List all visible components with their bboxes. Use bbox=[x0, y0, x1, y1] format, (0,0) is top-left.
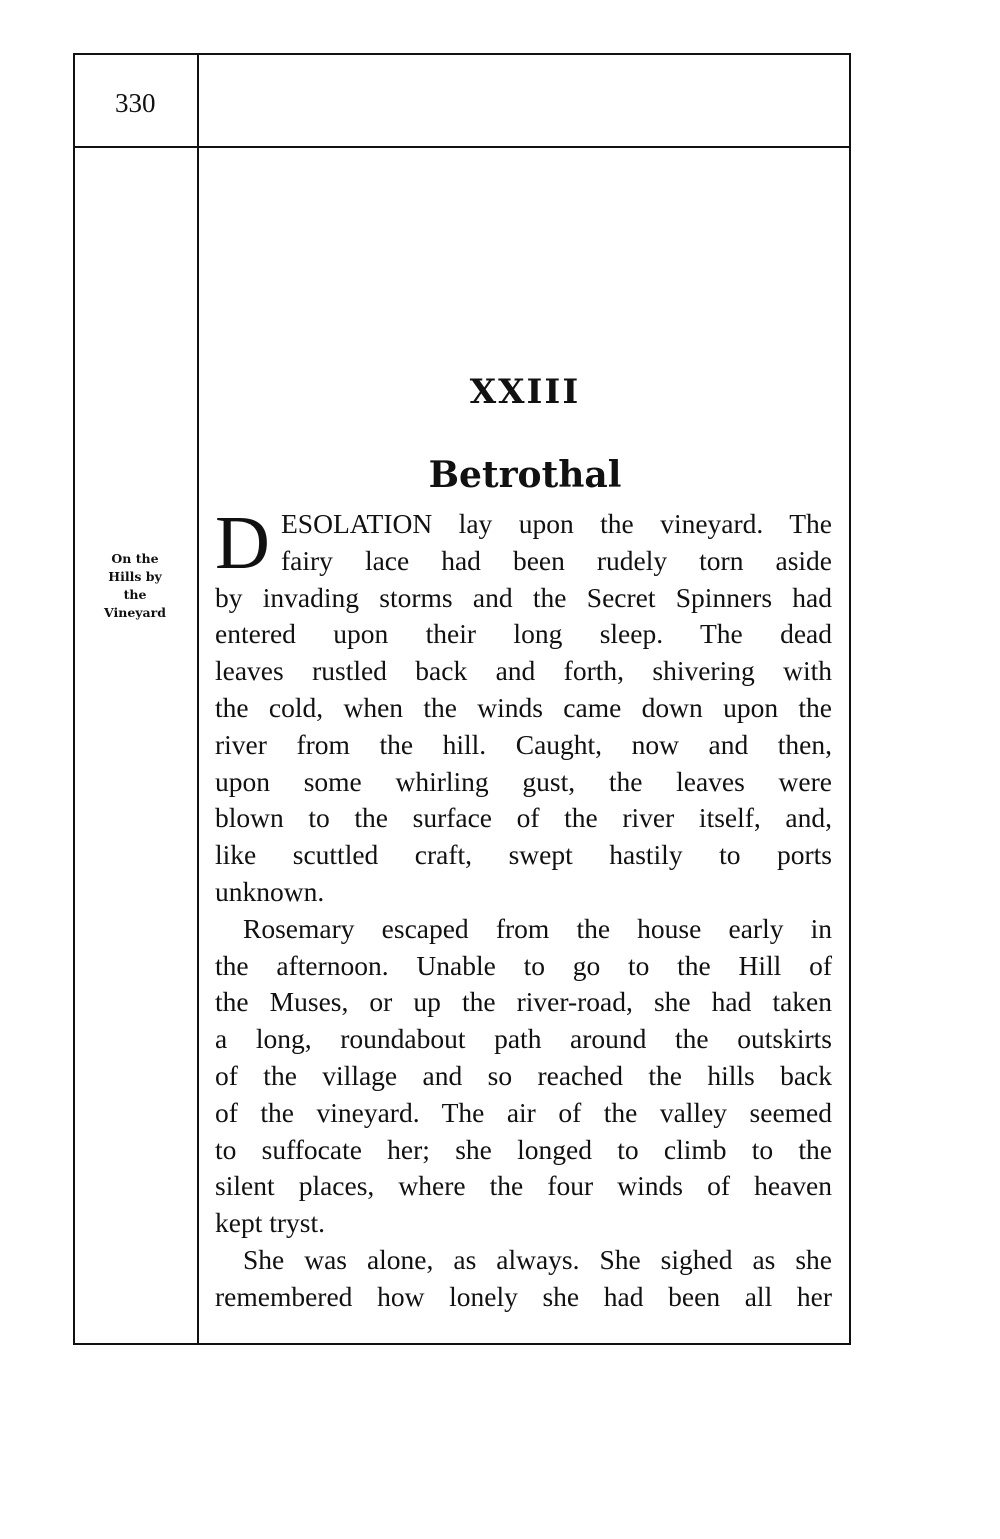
text-line: the cold, when the winds came down upon the bbox=[215, 691, 832, 723]
text-line: fairy lace had been rudely torn aside bbox=[281, 544, 832, 576]
text-line: the Muses, or up the river-road, she had taken bbox=[215, 986, 832, 1018]
chapter-number: XXIII bbox=[469, 372, 581, 412]
side-note-line: On the bbox=[111, 551, 159, 566]
page-number: 330 bbox=[115, 88, 156, 118]
text-line: unknown. bbox=[215, 875, 325, 907]
side-note-line: Vineyard bbox=[104, 605, 166, 620]
text-line: to suffocate her; she longed to climb to the bbox=[215, 1133, 832, 1165]
drop-cap: D bbox=[215, 501, 270, 585]
text-line: the afternoon. Unable to go to the Hill of bbox=[215, 949, 832, 981]
text-line: ESOLATION lay upon the vineyard. The bbox=[281, 508, 832, 539]
text-line: entered upon their long sleep. The dead bbox=[215, 618, 832, 650]
text-line: of the vineyard. The air of the valley seemed bbox=[215, 1096, 832, 1128]
chapter-title: Betrothal bbox=[428, 454, 622, 496]
text-line: a long, roundabout path around the outskirts bbox=[215, 1023, 832, 1055]
text-line: by invading storms and the Secret Spinners had bbox=[215, 581, 832, 613]
text-line: blown to the surface of the river itself, and, bbox=[215, 802, 832, 834]
gutter-divider bbox=[197, 53, 199, 1345]
text-line: silent places, where the four winds of heaven bbox=[215, 1170, 832, 1202]
text-line: upon some whirling gust, the leaves were bbox=[215, 765, 832, 797]
side-note-line: Hills by bbox=[108, 569, 162, 584]
text-line: kept tryst. bbox=[215, 1207, 325, 1239]
text-line: of the village and so reached the hills back bbox=[215, 1059, 832, 1091]
text-line: Rosemary escaped from the house early in bbox=[243, 912, 832, 944]
side-note-line: the bbox=[123, 587, 147, 602]
side-note bbox=[80, 550, 190, 622]
header-rule bbox=[73, 146, 851, 148]
text-line: She was alone, as always. She sighed as she bbox=[243, 1243, 832, 1275]
text-line: like scuttled craft, swept hastily to ports bbox=[215, 839, 832, 871]
text-line: remembered how lonely she had been all her bbox=[215, 1280, 832, 1312]
text-line: river from the hill. Caught, now and then, bbox=[215, 728, 832, 760]
text-line: leaves rustled back and forth, shivering with bbox=[215, 655, 832, 687]
body-text bbox=[215, 501, 832, 1316]
